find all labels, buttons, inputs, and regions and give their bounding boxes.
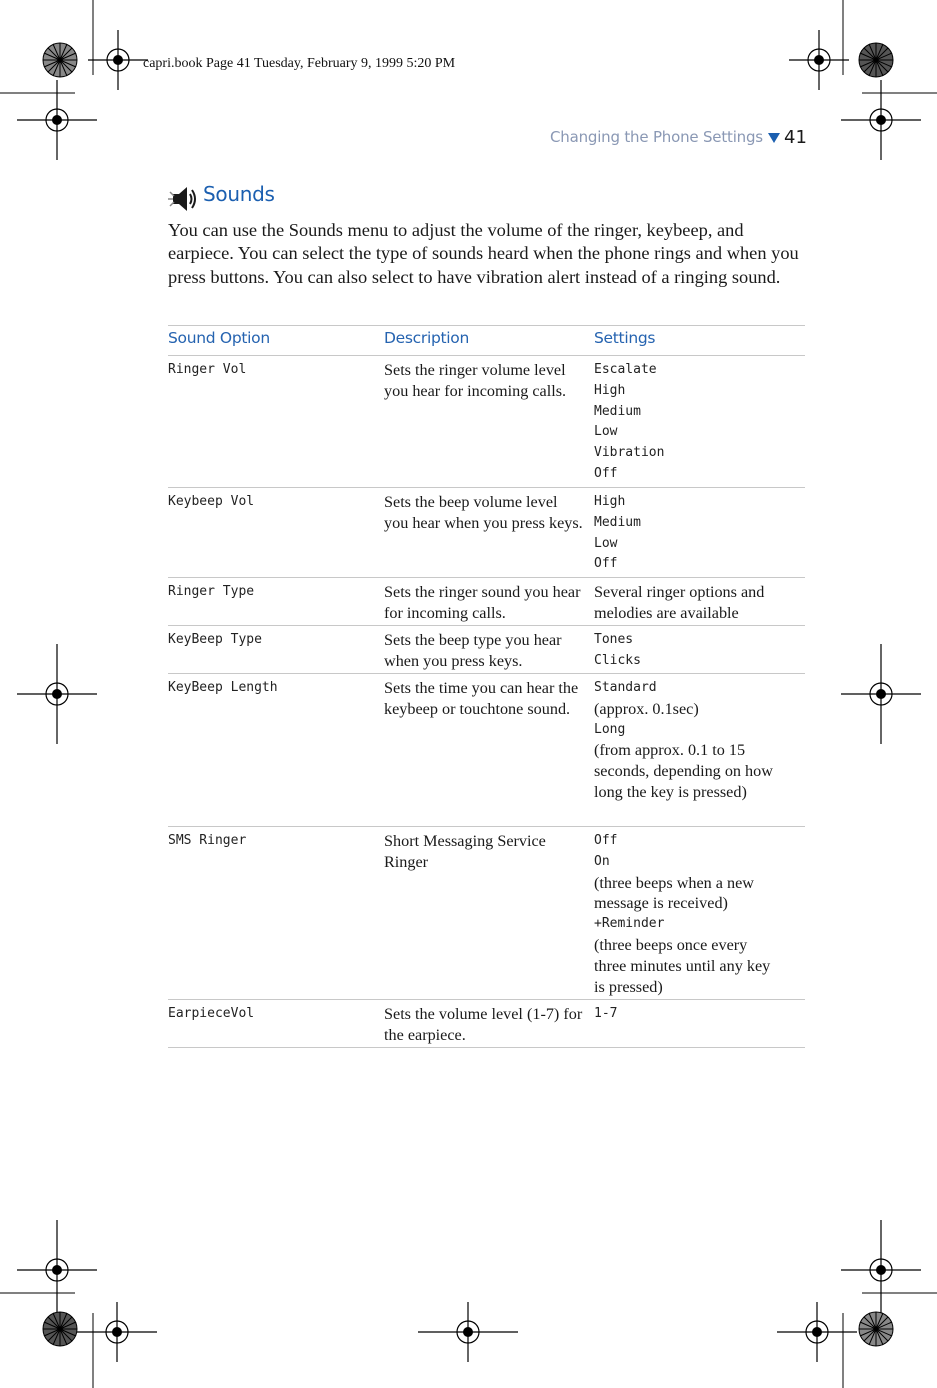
- triangle-down-icon: [768, 133, 780, 143]
- sound-option-cell: Ringer Vol: [168, 362, 247, 377]
- intro-paragraph: You can use the Sounds menu to adjust the volume of the ringer, keybeep, and earpiece. You can select the type of sounds heard when the phone rings and when you press buttons. You can also select to have vibration alert instead of a ringing sound.: [168, 220, 799, 287]
- settings-cell: [594, 831, 799, 997]
- sound-option-cell: KeyBeep Length: [168, 680, 278, 695]
- setting-value: High: [594, 382, 626, 398]
- setting-note: (three beeps once every three minutes until any key is pressed): [594, 935, 771, 996]
- setting-value: Off: [594, 833, 618, 848]
- sound-option-cell: Keybeep Vol: [168, 494, 255, 509]
- setting-value: On: [594, 853, 610, 869]
- description-cell: Sets the ringer sound you hear for incoming calls.: [384, 583, 581, 622]
- crosshair-icon: [88, 30, 148, 90]
- table-header: [168, 325, 805, 356]
- setting-value: Vibration: [594, 445, 665, 461]
- page-number: 41: [784, 127, 807, 148]
- setting-value: Clicks: [594, 652, 641, 668]
- settings-cell: [594, 678, 799, 803]
- crosshair-icon: [841, 644, 921, 744]
- setting-value: +Reminder: [594, 916, 665, 932]
- sound-option-cell: SMS Ringer: [168, 833, 247, 848]
- running-head-title: Changing the Phone Settings: [550, 128, 763, 146]
- description-cell: Short Messaging Service Ringer: [384, 832, 546, 871]
- settings-cell: [594, 492, 799, 575]
- crosshair-icon: [17, 80, 97, 160]
- setting-value: Several ringer options and melodies are available: [594, 583, 765, 622]
- sound-option-cell: Ringer Type: [168, 584, 255, 599]
- crosshair-icon: [789, 30, 849, 90]
- speaker-icon: [168, 184, 200, 214]
- table-row: [168, 827, 805, 1000]
- setting-value: Low: [594, 535, 618, 551]
- setting-value: Long: [594, 721, 626, 737]
- setting-value: Medium: [594, 403, 641, 419]
- settings-cell: [594, 360, 799, 485]
- setting-value: Off: [594, 465, 618, 481]
- crosshair-icon: [418, 1302, 518, 1362]
- settings-cell: [594, 1004, 799, 1025]
- setting-value: Tones: [594, 632, 634, 647]
- table-row: [168, 626, 805, 674]
- starburst-icon: [42, 1311, 78, 1347]
- setting-note: (three beeps when a new message is received): [594, 873, 755, 913]
- header-description: Description: [384, 329, 469, 347]
- setting-value: Escalate: [594, 362, 657, 377]
- sound-options-table: [168, 325, 805, 1048]
- setting-value: Low: [594, 424, 618, 440]
- crosshair-icon: [17, 644, 97, 744]
- header-settings: Settings: [594, 329, 656, 347]
- setting-note: (from approx. 0.1 to 15 seconds, depending on how long the key is pressed): [594, 741, 773, 801]
- table-row: [168, 1000, 805, 1048]
- setting-value: Medium: [594, 514, 641, 530]
- header-sound-option: Sound Option: [168, 329, 270, 347]
- crosshair-icon: [841, 80, 921, 160]
- setting-value: High: [594, 494, 626, 509]
- setting-value: 1-7: [594, 1006, 618, 1021]
- section-title: Sounds: [203, 182, 275, 206]
- starburst-icon: [858, 1311, 894, 1347]
- description-cell: Sets the volume level (1-7) for the earpiece.: [384, 1005, 583, 1044]
- description-cell: Sets the beep type you hear when you press keys.: [384, 631, 562, 670]
- printer-slug: capri.book Page 41 Tuesday, February 9, 1999 5:20 PM: [143, 56, 456, 71]
- setting-value: Off: [594, 556, 618, 572]
- starburst-icon: [858, 42, 894, 78]
- description-cell: Sets the time you can hear the keybeep or touchtone sound.: [384, 679, 579, 718]
- table-row: [168, 674, 805, 827]
- settings-cell: [594, 582, 799, 624]
- running-head: [550, 127, 805, 151]
- sound-option-cell: KeyBeep Type: [168, 632, 262, 647]
- table-row: [168, 488, 805, 578]
- crosshair-icon: [777, 1302, 857, 1362]
- crosshair-icon: [77, 1302, 157, 1362]
- sound-option-cell: EarpieceVol: [168, 1006, 255, 1021]
- settings-cell: [594, 630, 799, 672]
- setting-value: Standard: [594, 680, 657, 695]
- description-cell: Sets the ringer volume level you hear for incoming calls.: [384, 361, 567, 400]
- table-row: [168, 578, 805, 626]
- setting-note: (approx. 0.1sec): [594, 699, 699, 718]
- description-cell: Sets the beep volume level you hear when you press keys.: [384, 493, 583, 532]
- table-row: [168, 356, 805, 488]
- starburst-icon: [42, 42, 78, 78]
